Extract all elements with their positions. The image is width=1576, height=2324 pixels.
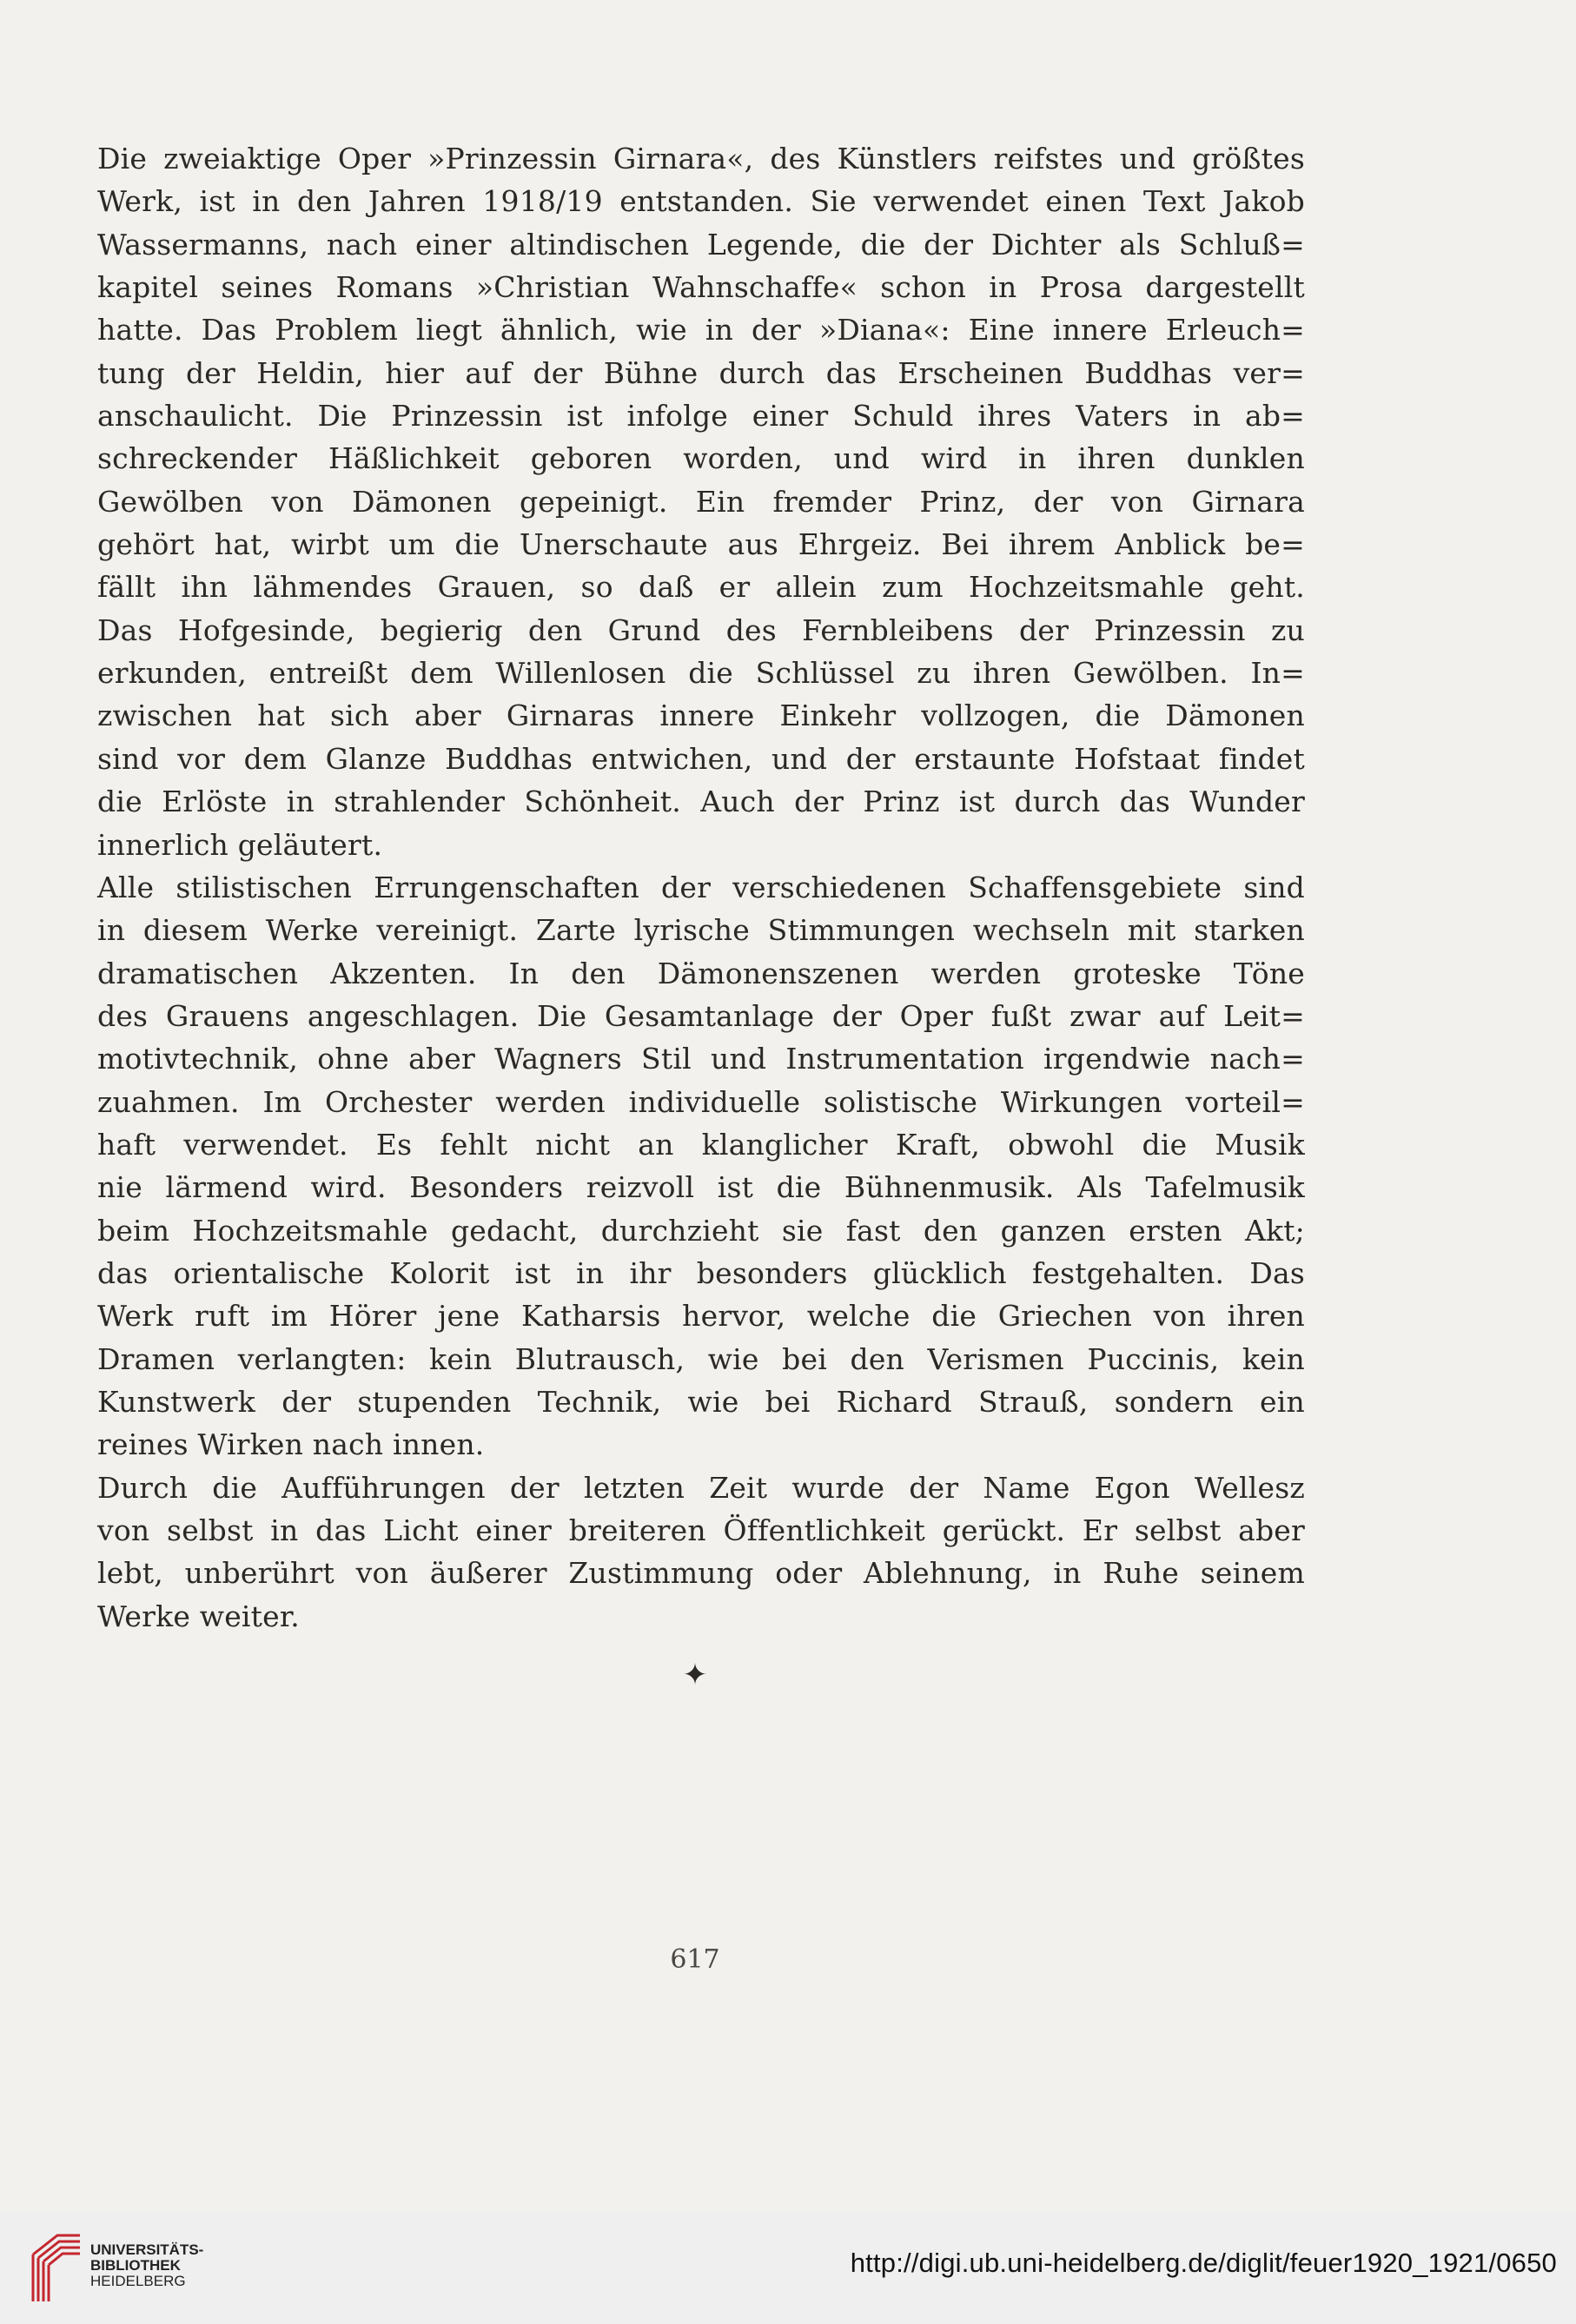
text-line: Werk, ist in den Jahren 1918/19 entstanden. Sie verwendet einen Text Jakob xyxy=(97,184,1305,219)
digitization-footer xyxy=(0,2211,1576,2324)
text-line: Das Hofgesinde, begierig den Grund des Fernbleibens der Prinzessin zu xyxy=(97,612,1305,647)
page-number: 617 xyxy=(670,1944,720,1975)
text-line: nie lärmend wird. Besonders reizvoll ist die Bühnenmusik. Als Tafelmusik xyxy=(97,1170,1305,1205)
text-line: haft verwendet. Es fehlt nicht an klanglicher Kraft, obwohl die Musik xyxy=(97,1127,1305,1162)
text-line: beim Hochzeitsmahle gedacht, durchzieht sie fast den ganzen ersten Akt; xyxy=(97,1213,1305,1248)
text-line: die Erlöste in strahlender Schönheit. Auch der Prinz ist durch das Wunder xyxy=(97,785,1305,819)
text-line: fällt ihn lähmendes Grauen, so daß er allein zum Hochzeitsmahle geht. xyxy=(97,570,1305,605)
text-line: hatte. Das Problem liegt ähnlich, wie in der »Diana«: Eine innere Erleuch= xyxy=(97,313,1305,348)
text-line: lebt, unberührt von äußerer Zustimmung oder Ablehnung, in Ruhe seinem xyxy=(97,1556,1305,1591)
text-line: zwischen hat sich aber Girnaras innere Einkehr vollzogen, die Dämonen xyxy=(97,699,1305,733)
text-line: dramatischen Akzenten. In den Dämonenszenen werden groteske Töne xyxy=(97,956,1305,990)
source-url-link[interactable]: http://digi.ub.uni-heidelberg.de/diglit/feuer1920_1921/0650 xyxy=(850,2248,1557,2278)
university-library-logo-icon xyxy=(26,2228,83,2307)
section-ornament: ✦ xyxy=(682,1658,708,1692)
text-line: von selbst in das Licht einer breiteren Öffentlichkeit gerückt. Er selbst aber xyxy=(97,1513,1305,1547)
library-name xyxy=(90,2242,203,2289)
text-line: Wassermanns, nach einer altindischen Legende, die der Dichter als Schluß= xyxy=(97,227,1305,262)
text-line: gehört hat, wirbt um die Unerschaute aus Ehrgeiz. Bei ihrem Anblick be= xyxy=(97,527,1305,562)
text-line: Gewölben von Dämonen gepeinigt. Ein fremder Prinz, der von Girnara xyxy=(97,484,1305,519)
text-line: zuahmen. Im Orchester werden individuelle solistische Wirkungen vorteil= xyxy=(97,1084,1305,1119)
text-line: motivtechnik, ohne aber Wagners Stil und Instrumentation irgendwie nach= xyxy=(97,1042,1305,1076)
library-name-line1: UNIVERSITÄTS- xyxy=(90,2241,204,2258)
library-name-line3: HEIDELBERG xyxy=(90,2273,186,2289)
text-line: kapitel seines Romans »Christian Wahnschaffe« schon in Prosa dargestellt xyxy=(97,270,1305,305)
library-name-line2: BIBLIOTHEK xyxy=(90,2257,181,2274)
text-line: reines Wirken nach innen. xyxy=(97,1427,485,1462)
text-line: das orientalische Kolorit ist in ihr besonders glücklich festgehalten. Das xyxy=(97,1255,1305,1290)
text-line: innerlich geläutert. xyxy=(97,827,383,862)
text-line: tung der Heldin, hier auf der Bühne durch das Erscheinen Buddhas ver= xyxy=(97,355,1305,390)
body-text xyxy=(97,137,1305,1638)
text-line: des Grauens angeschlagen. Die Gesamtanlage der Oper fußt zwar auf Leit= xyxy=(97,998,1305,1033)
text-line: Werk ruft im Hörer jene Katharsis hervor, welche die Griechen von ihren xyxy=(97,1299,1305,1334)
text-line: schreckender Häßlichkeit geboren worden, und wird in ihren dunklen xyxy=(97,441,1305,476)
text-line: Alle stilistischen Errungenschaften der verschiedenen Schaffensgebiete sind xyxy=(97,870,1305,904)
text-line: in diesem Werke vereinigt. Zarte lyrische Stimmungen wechseln mit starken xyxy=(97,913,1305,948)
text-line: Kunstwerk der stupenden Technik, wie bei Richard Strauß, sondern ein xyxy=(97,1384,1305,1419)
text-line: sind vor dem Glanze Buddhas entwichen, und der erstaunte Hofstaat findet xyxy=(97,741,1305,776)
text-line: Die zweiaktige Oper »Prinzessin Girnara«, des Künstlers reifstes und größtes xyxy=(97,142,1305,175)
text-line: Dramen verlangten: kein Blutrausch, wie bei den Verismen Puccinis, kein xyxy=(97,1341,1305,1376)
text-line: erkunden, entreißt dem Willenlosen die Schlüssel zu ihren Gewölben. In= xyxy=(97,656,1305,691)
text-line: Werke weiter. xyxy=(97,1599,300,1633)
text-line: anschaulicht. Die Prinzessin ist infolge einer Schuld ihres Vaters in ab= xyxy=(97,399,1305,434)
text-line: Durch die Aufführungen der letzten Zeit wurde der Name Egon Wellesz xyxy=(97,1470,1305,1505)
